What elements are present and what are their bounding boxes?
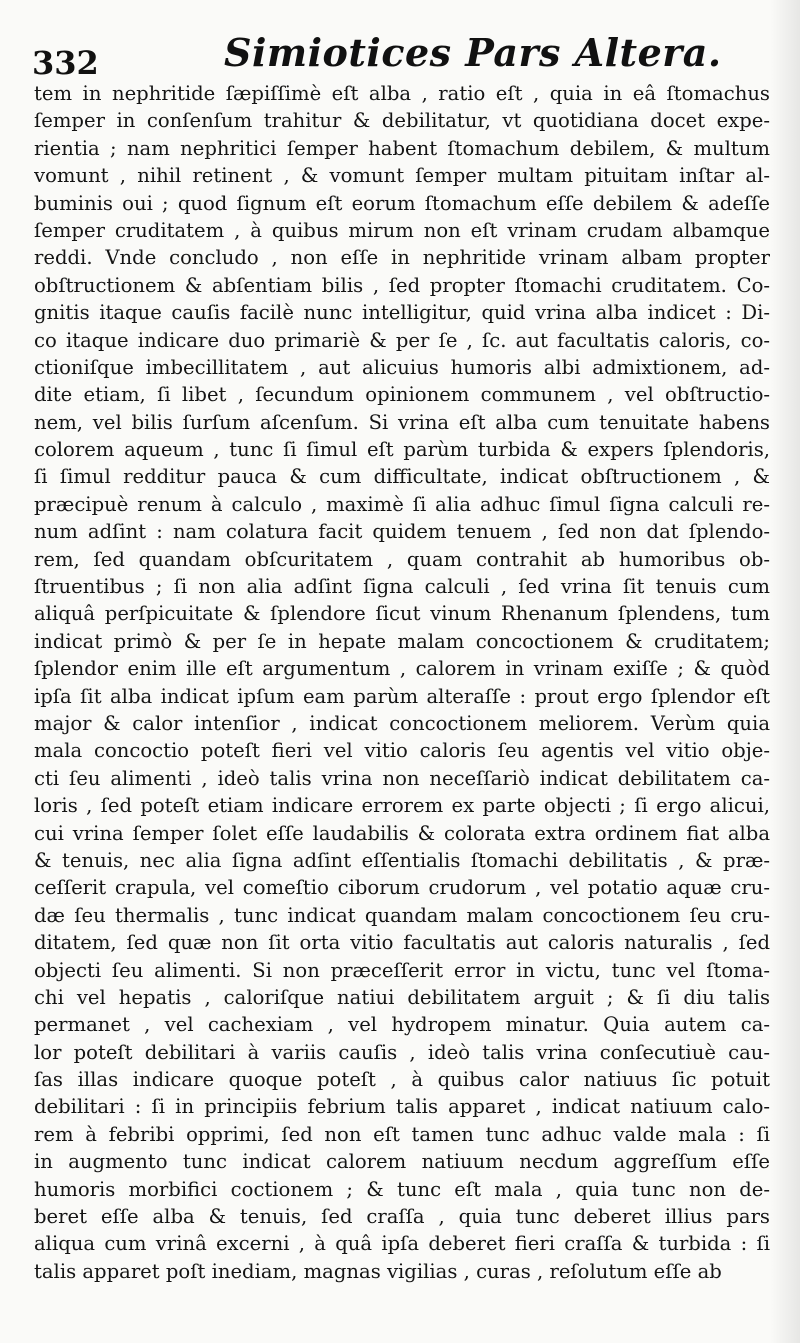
page-number: 332	[32, 44, 99, 82]
text-line: rientia ; nam nephritici ſemper habent ſtomachum debilem, & multum	[34, 136, 770, 160]
text-line: buminis oui ; quod ſignum eſt eorum ſtomachum eſſe debilem & adeſſe	[34, 191, 770, 215]
text-line: talis apparet poſt inediam, magnas vigilias , curas , reſolutum eſſe ab	[34, 1259, 722, 1283]
text-line: nem, vel bilis ſurſum aſcenſum. Si vrina eſt alba cum tenuitate habens	[34, 410, 770, 434]
text-line: ditatem, ſed quæ non ſit orta vitio facultatis aut caloris naturalis , ſed	[34, 931, 770, 955]
text-line: loris , ſed poteſt etiam indicare errorem ex parte objecti ; ſi ergo alicui,	[34, 794, 770, 818]
text-line: beret eſſe alba & tenuis, ſed craſſa , quia tunc deberet illius pars	[34, 1205, 770, 1229]
text-line: dæ ſeu thermalis , tunc indicat quandam malam concoctionem ſeu cru-	[34, 903, 770, 927]
text-line: ſemper cruditatem , à quibus mirum non eſt vrinam crudam albamque	[34, 218, 770, 242]
text-line: gnitis itaque cauſis facilè nunc intelligitur, quid vrina alba indicet : Di-	[34, 301, 770, 325]
text-line: ceſſerit crapula, vel comeſtio ciborum crudorum , vel potatio aquæ cru-	[34, 876, 770, 900]
text-line: colorem aqueum , tunc ſi ſimul eſt parùm turbida & expers ſplendoris,	[34, 438, 770, 462]
page-edge-shadow	[770, 0, 800, 1343]
text-line: reddi. Vnde concludo , non eſſe in nephritide vrinam albam propter	[34, 246, 770, 270]
text-line: ſas illas indicare quoque poteſt , à quibus calor natiuus ſic potuit	[34, 1068, 770, 1092]
text-line: præcipuè renum à calculo , maximè ſi alia adhuc ſimul ſigna calculi re-	[34, 492, 770, 516]
text-line: rem à febribi opprimi, ſed non eſt tamen tunc adhuc valde mala : ſi	[34, 1122, 770, 1146]
text-line: ipſa ſit alba indicat ipſum eam parùm alteraſſe : prout ergo ſplendor eſt	[34, 684, 770, 708]
text-line: ſemper in conſenſum trahitur & debilitatur, vt quotidiana docet expe-	[34, 109, 770, 133]
text-line: lor poteſt debilitari à variis cauſis , ideò talis vrina conſecutiuè cau-	[34, 1040, 770, 1064]
text-line: rem, ſed quandam obſcuritatem , quam contrahit ab humoribus ob-	[34, 547, 770, 571]
text-line: cui vrina ſemper ſolet eſſe laudabilis & colorata extra ordinem fiat alba	[34, 821, 770, 845]
text-line: ſtruentibus ; ſi non alia adſint ſigna calculi , ſed vrina ſit tenuis cum	[34, 575, 770, 599]
text-line: debilitari : ſi in principiis febrium talis apparet , indicat natiuum calo-	[34, 1095, 770, 1119]
text-line: num adſint : nam colatura facit quidem tenuem , ſed non dat ſplendo-	[34, 520, 770, 544]
text-line: tem in nephritide ſæpiſſimè eſt alba , ratio eſt , quia in eâ ſtomachus	[34, 82, 770, 105]
text-line: aliquâ perſpicuitate & ſplendore ſicut vinum Rhenanum ſplendens, tum	[34, 602, 770, 626]
text-line: co itaque indicare duo primariè & per ſe , ſc. aut facultatis caloris, co-	[34, 328, 770, 352]
text-line: & tenuis, nec alia ſigna adſint eſſentialis ſtomachi debilitatis , & præ-	[34, 848, 770, 872]
text-line: obſtructionem & abſentiam bilis , ſed propter ſtomachi cruditatem. Co-	[34, 273, 770, 297]
text-line: ſi ſimul redditur pauca & cum difficultate, indicat obſtructionem , &	[34, 465, 770, 489]
text-line: ctioniſque imbecillitatem , aut alicuius humoris albi admixtionem, ad-	[34, 355, 770, 379]
text-line: objecti ſeu alimenti. Si non præceſſerit error in victu, tunc vel ſtoma-	[34, 958, 770, 982]
text-line: in augmento tunc indicat calorem natiuum necdum aggreſſum eſſe	[34, 1150, 770, 1174]
text-line: chi vel hepatis , caloriſque natiui debilitatem arguit ; & ſi diu talis	[34, 985, 770, 1009]
text-line: humoris morbifici coctionem ; & tunc eſt mala , quia tunc non de-	[34, 1177, 770, 1201]
text-line: permanet , vel cachexiam , vel hydropem minatur. Quia autem ca-	[34, 1013, 770, 1037]
text-line: indicat primò & per ſe in hepate malam concoctionem & cruditatem;	[34, 629, 770, 653]
running-title: Simiotices Pars Altera.	[224, 30, 722, 75]
text-line: cti ſeu alimenti , ideò talis vrina non neceſſariò indicat debilitatem ca-	[34, 766, 770, 790]
text-line: aliqua cum vrinâ excerni , à quâ ipſa deberet fieri craſſa & turbida : ſi	[34, 1232, 770, 1256]
text-line: dite etiam, ſi libet , ſecundum opinionem communem , vel obſtructio-	[34, 383, 770, 407]
text-line: ſplendor enim ille eſt argumentum , calorem in vrinam exiſſe ; & quòd	[34, 657, 770, 681]
text-line: major & calor intenſior , indicat concoctionem meliorem. Verùm quia	[34, 711, 770, 735]
text-line: vomunt , nihil retinent , & vomunt ſemper multam pituitam inſtar al-	[34, 164, 770, 188]
text-line: mala concoctio poteſt fieri vel vitio caloris ſeu agentis vel vitio obje-	[34, 739, 770, 763]
body-text	[34, 80, 770, 1285]
page-header	[24, 26, 774, 82]
